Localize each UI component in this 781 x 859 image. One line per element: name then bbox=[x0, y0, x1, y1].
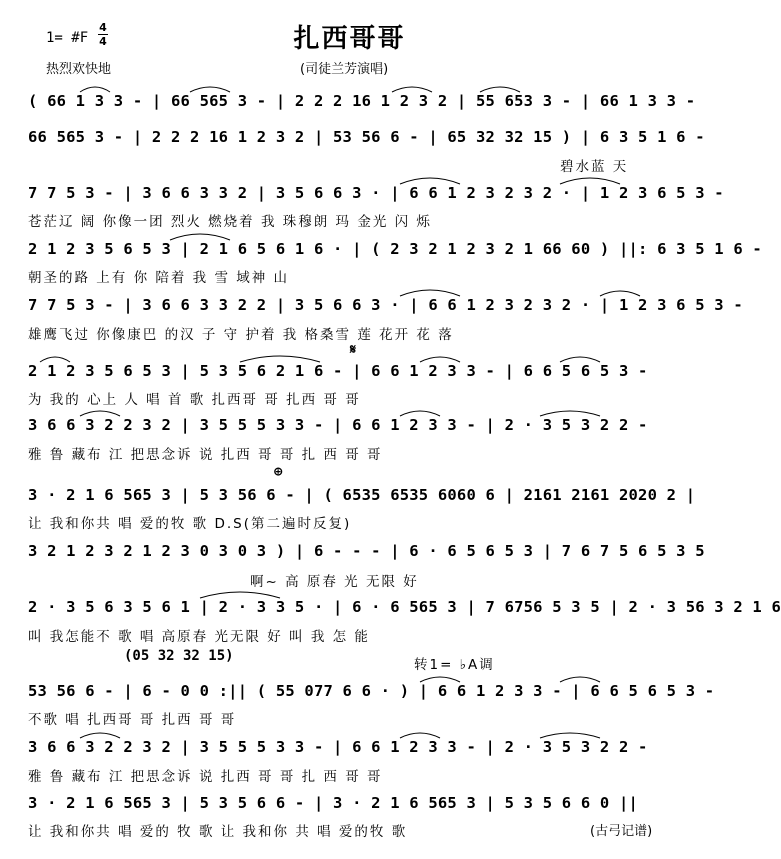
key-signature: 1= #F bbox=[46, 30, 89, 46]
score-line-7-lyric: 雅 鲁 藏布 江 把思念诉 说 扎西 哥 哥 扎 西 哥 哥 bbox=[28, 447, 383, 463]
slur bbox=[420, 677, 460, 682]
score-line-13-lyric: 让 我和你共 唱 爱的 牧 歌 让 我和你 共 唱 爱的牧 歌 bbox=[28, 824, 408, 840]
score-line-1-notes: ( 66 1 3 3 - | 66 565 3 - | 2 2 2 16 1 2 3 2 | 55 653 3 - | 66 1 3 3 - bbox=[28, 92, 696, 110]
slur bbox=[420, 357, 460, 362]
score-line-9-lyric: 啊~ 高 原春 光 无限 好 bbox=[250, 574, 419, 590]
slur bbox=[540, 411, 600, 416]
score-line-8-notes: 3 · 2 1 6 565 3 | 5 3 56 6 - | ( 6535 6535 6060 6 | 2161 2161 2020 2 | bbox=[28, 486, 696, 504]
slur bbox=[170, 234, 230, 240]
segno-sign: 𝄋 bbox=[350, 342, 357, 358]
score-line-10-lyric: 叫 我怎能不 歌 唱 高原春 光无限 好 叫 我 怎 能 bbox=[28, 629, 370, 645]
score-line-2-notes: 66 565 3 - | 2 2 2 16 1 2 3 2 | 53 56 6 - | 65 32 32 15 ) | 6 3 5 1 6 - bbox=[28, 128, 705, 146]
coda-sign: ⊕ bbox=[274, 464, 283, 480]
score-line-5-notes: 7 7 5 3 - | 3 6 6 3 3 2 2 | 3 5 6 6 3 · | 6 6 1 2 3 2 3 2 · | 1 2 3 6 5 3 - bbox=[28, 296, 743, 314]
slur bbox=[190, 87, 230, 92]
slur bbox=[200, 592, 280, 598]
transcriber-credit: (古弓记谱) bbox=[590, 824, 653, 839]
slur bbox=[540, 733, 600, 738]
slur bbox=[80, 733, 120, 738]
meter-top: 4 bbox=[99, 21, 107, 34]
score-line-5-lyric: 雄鹰飞过 你像康巴 的汉 子 守 护着 我 格桑雪 莲 花开 花 落 bbox=[28, 327, 454, 343]
performer-credit: (司徒兰芳演唱) bbox=[300, 62, 389, 77]
modulation-note: 转1= ♭A调 bbox=[414, 657, 495, 673]
slur bbox=[560, 178, 620, 184]
score-line-4-lyric: 朝圣的路 上有 你 陪着 我 雪 域神 山 bbox=[28, 270, 290, 286]
slur bbox=[400, 411, 440, 416]
tempo-marking: 热烈欢快地 bbox=[46, 62, 112, 77]
score-line-12-notes: 3 6 6 3 2 2 3 2 | 3 5 5 5 3 3 - | 6 6 1 2 3 3 - | 2 · 3 5 3 2 2 - bbox=[28, 738, 648, 756]
slur bbox=[600, 291, 640, 296]
slur bbox=[400, 178, 460, 184]
coda-intro-phrase: (05 32 32 15) bbox=[124, 648, 234, 664]
slur bbox=[560, 677, 600, 682]
slur bbox=[392, 87, 432, 92]
score-line-11-notes: 53 56 6 - | 6 - 0 0 :|| ( 55 077 6 6 · ) | 6 6 1 2 3 3 - | 6 6 5 6 5 3 - bbox=[28, 682, 715, 700]
score-line-3-notes: 7 7 5 3 - | 3 6 6 3 3 2 | 3 5 6 6 3 · | 6 6 1 2 3 2 3 2 · | 1 2 3 6 5 3 - bbox=[28, 184, 724, 202]
slur bbox=[40, 357, 70, 362]
slur bbox=[400, 733, 440, 738]
slur bbox=[80, 87, 110, 92]
slur bbox=[400, 290, 460, 296]
score-line-12-lyric: 雅 鲁 藏布 江 把思念诉 说 扎西 哥 哥 扎 西 哥 哥 bbox=[28, 769, 383, 785]
score-line-4-notes: 2 1 2 3 5 6 5 3 | 2 1 6 5 6 1 6 · | ( 2 3 2 1 2 3 2 1 66 60 ) ||: 6 3 5 1 6 - bbox=[28, 240, 762, 258]
meter-bottom: 4 bbox=[99, 35, 107, 48]
score-line-6-notes: 2 1 2 3 5 6 5 3 | 5 3 5 6 2 1 6 - | 6 6 1 2 3 3 - | 6 6 5 6 5 3 - bbox=[28, 362, 648, 380]
slur bbox=[240, 356, 320, 362]
score-line-2-lyric: 碧水蓝 天 bbox=[560, 159, 629, 175]
score-line-7-notes: 3 6 6 3 2 2 3 2 | 3 5 5 5 3 3 - | 6 6 1 2 3 3 - | 2 · 3 5 3 2 2 - bbox=[28, 416, 648, 434]
score-line-13-notes: 3 · 2 1 6 565 3 | 5 3 5 6 6 - | 3 · 2 1 6 565 3 | 5 3 5 6 6 0 || bbox=[28, 794, 639, 812]
score-line-9-notes: 3 2 1 2 3 2 1 2 3 0 3 0 3 ) | 6 - - - | 6 · 6 5 6 5 3 | 7 6 7 5 6 5 3 5 bbox=[28, 542, 705, 560]
score-line-8-lyric: 让 我和你共 唱 爱的牧 歌 D.S(第二遍时反复) bbox=[28, 516, 352, 532]
song-title: 扎西哥哥 bbox=[293, 24, 406, 54]
score-line-6-lyric: 为 我的 心上 人 唱 首 歌 扎西哥 哥 扎西 哥 哥 bbox=[28, 392, 361, 408]
score-line-11-lyric: 不歌 唱 扎西哥 哥 扎西 哥 哥 bbox=[28, 712, 237, 728]
score-line-10-notes: 2 · 3 5 6 3 5 6 1 | 2 · 3 3 5 · | 6 · 6 565 3 | 7 6756 5 3 5 | 2 · 3 56 3 2 1 6 bbox=[28, 598, 781, 616]
slur bbox=[560, 357, 600, 362]
slur bbox=[480, 87, 520, 92]
score-line-3-lyric: 苍茫辽 阔 你像一团 烈火 燃烧着 我 珠穆朗 玛 金光 闪 烁 bbox=[28, 214, 432, 230]
slur bbox=[80, 411, 120, 416]
